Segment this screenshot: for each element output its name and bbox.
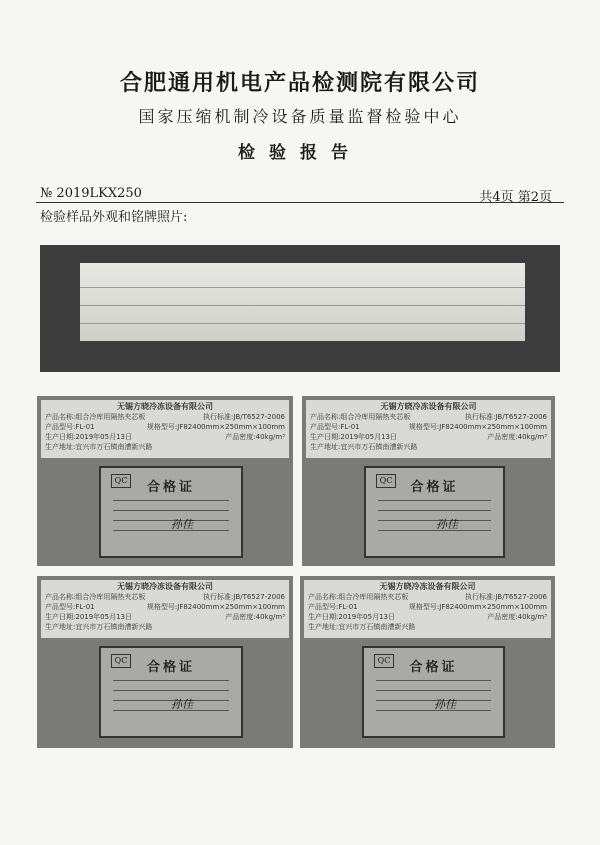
- nameplate-label: [306, 400, 551, 458]
- field-label: 执行标准:: [464, 593, 496, 601]
- page-info: 共4页 第2页: [479, 190, 552, 205]
- production-date: 2019年05月13日: [75, 433, 132, 441]
- standard: JB/T6527-2006: [495, 413, 547, 421]
- address: 宜兴市万石镇南漕新兴路: [75, 443, 153, 451]
- qc-seal-icon: QC: [376, 474, 396, 488]
- density: 40kg/m³: [255, 613, 285, 621]
- field-label: 产品名称:: [308, 593, 339, 601]
- certificate-card: [362, 646, 505, 738]
- nameplate-label: [41, 400, 289, 458]
- address: 宜兴市万石镇南漕新兴路: [340, 443, 418, 451]
- panel-seam: [80, 287, 525, 288]
- field-label: 执行标准:: [464, 413, 496, 421]
- density: 40kg/m³: [255, 433, 285, 441]
- org-subtitle: 国家压缩机制冷设备质量监督检验中心: [138, 107, 462, 126]
- field-label: 生产日期:: [310, 433, 341, 441]
- qc-seal-icon: QC: [111, 474, 131, 488]
- signature: 孙佳: [434, 698, 456, 711]
- section-label: 检验样品外观和铭牌照片:: [40, 210, 188, 225]
- field-label: 规格型号:: [408, 423, 440, 431]
- certificate-title: 合格证: [409, 660, 458, 675]
- product-photo: [40, 245, 560, 372]
- field-label: 产品名称:: [310, 413, 341, 421]
- product-name: 组合冷库用隔热夹芯板: [75, 413, 146, 421]
- product-name: 组合冷库用隔热夹芯板: [338, 593, 409, 601]
- standard: JB/T6527-2006: [233, 593, 285, 601]
- spec: JF82400mm×250mm×100mm: [439, 603, 547, 611]
- certificate-title: 合格证: [410, 480, 459, 495]
- panel-seam: [80, 305, 525, 306]
- nameplate-company: 无锡方晓冷冻设备有限公司: [379, 582, 476, 591]
- field-label: 产品型号:: [310, 423, 341, 431]
- org-name: 合肥通用机电产品检测院有限公司: [119, 70, 480, 96]
- nameplate-photo: [37, 576, 293, 748]
- nameplate-photo: [300, 576, 555, 748]
- field-label: 规格型号:: [408, 603, 440, 611]
- model: FL-01: [340, 423, 360, 431]
- certificate-lines: [378, 500, 491, 540]
- certificate-card: [99, 646, 243, 738]
- certificate-card: [364, 466, 505, 558]
- model: FL-01: [338, 603, 358, 611]
- production-date: 2019年05月13日: [340, 433, 397, 441]
- report-number: № 2019LKX250: [40, 186, 142, 201]
- address: 宜兴市万石镇南漕新兴路: [75, 623, 153, 631]
- field-label: 产品密度:: [487, 613, 518, 621]
- field-label: 产品密度:: [225, 613, 256, 621]
- field-label: 产品型号:: [308, 603, 339, 611]
- production-date: 2019年05月13日: [75, 613, 132, 621]
- header-rule: [36, 202, 564, 203]
- standard: JB/T6527-2006: [495, 593, 547, 601]
- spec: JF82400mm×250mm×100mm: [177, 423, 285, 431]
- field-label: 生产日期:: [45, 433, 76, 441]
- nameplate-photo: [302, 396, 555, 566]
- field-label: 生产地址:: [45, 623, 76, 631]
- field-label: 产品型号:: [45, 603, 76, 611]
- product-name: 组合冷库用隔热夹芯板: [75, 593, 146, 601]
- panel-image: [80, 263, 525, 341]
- qc-seal-icon: QC: [111, 654, 131, 668]
- spec: JF82400mm×250mm×100mm: [177, 603, 285, 611]
- certificate-title: 合格证: [146, 660, 195, 675]
- density: 40kg/m³: [517, 433, 547, 441]
- nameplate-label: [41, 580, 289, 638]
- field-label: 规格型号:: [146, 423, 178, 431]
- field-label: 生产地址:: [308, 623, 339, 631]
- field-label: 生产地址:: [45, 443, 76, 451]
- model: FL-01: [75, 603, 95, 611]
- field-label: 产品密度:: [487, 433, 518, 441]
- field-label: 产品密度:: [225, 433, 256, 441]
- field-label: 生产日期:: [45, 613, 76, 621]
- document-title: 检验报告: [238, 143, 362, 163]
- nameplate-company: 无锡方晓冷冻设备有限公司: [380, 402, 477, 411]
- nameplate-company: 无锡方晓冷冻设备有限公司: [117, 402, 213, 411]
- spec: JF82400mm×250mm×100mm: [439, 423, 547, 431]
- density: 40kg/m³: [517, 613, 547, 621]
- certificate-title: 合格证: [146, 480, 195, 495]
- qc-seal-icon: QC: [374, 654, 394, 668]
- field-label: 执行标准:: [202, 413, 234, 421]
- certificate-card: [99, 466, 243, 558]
- panel-seam: [80, 323, 525, 324]
- field-label: 产品型号:: [45, 423, 76, 431]
- signature: 孙佳: [436, 518, 458, 531]
- production-date: 2019年05月13日: [338, 613, 395, 621]
- field-label: 规格型号:: [146, 603, 178, 611]
- field-label: 执行标准:: [202, 593, 234, 601]
- field-label: 产品名称:: [45, 593, 76, 601]
- product-name: 组合冷库用隔热夹芯板: [340, 413, 411, 421]
- standard: JB/T6527-2006: [233, 413, 285, 421]
- nameplate-photo: [37, 396, 293, 566]
- address: 宜兴市万石镇南漕新兴路: [338, 623, 416, 631]
- field-label: 生产日期:: [308, 613, 339, 621]
- nameplate-company: 无锡方晓冷冻设备有限公司: [117, 582, 213, 591]
- signature: 孙佳: [171, 518, 193, 531]
- signature: 孙佳: [171, 698, 193, 711]
- model: FL-01: [75, 423, 95, 431]
- nameplate-label: [304, 580, 551, 638]
- field-label: 产品名称:: [45, 413, 76, 421]
- field-label: 生产地址:: [310, 443, 341, 451]
